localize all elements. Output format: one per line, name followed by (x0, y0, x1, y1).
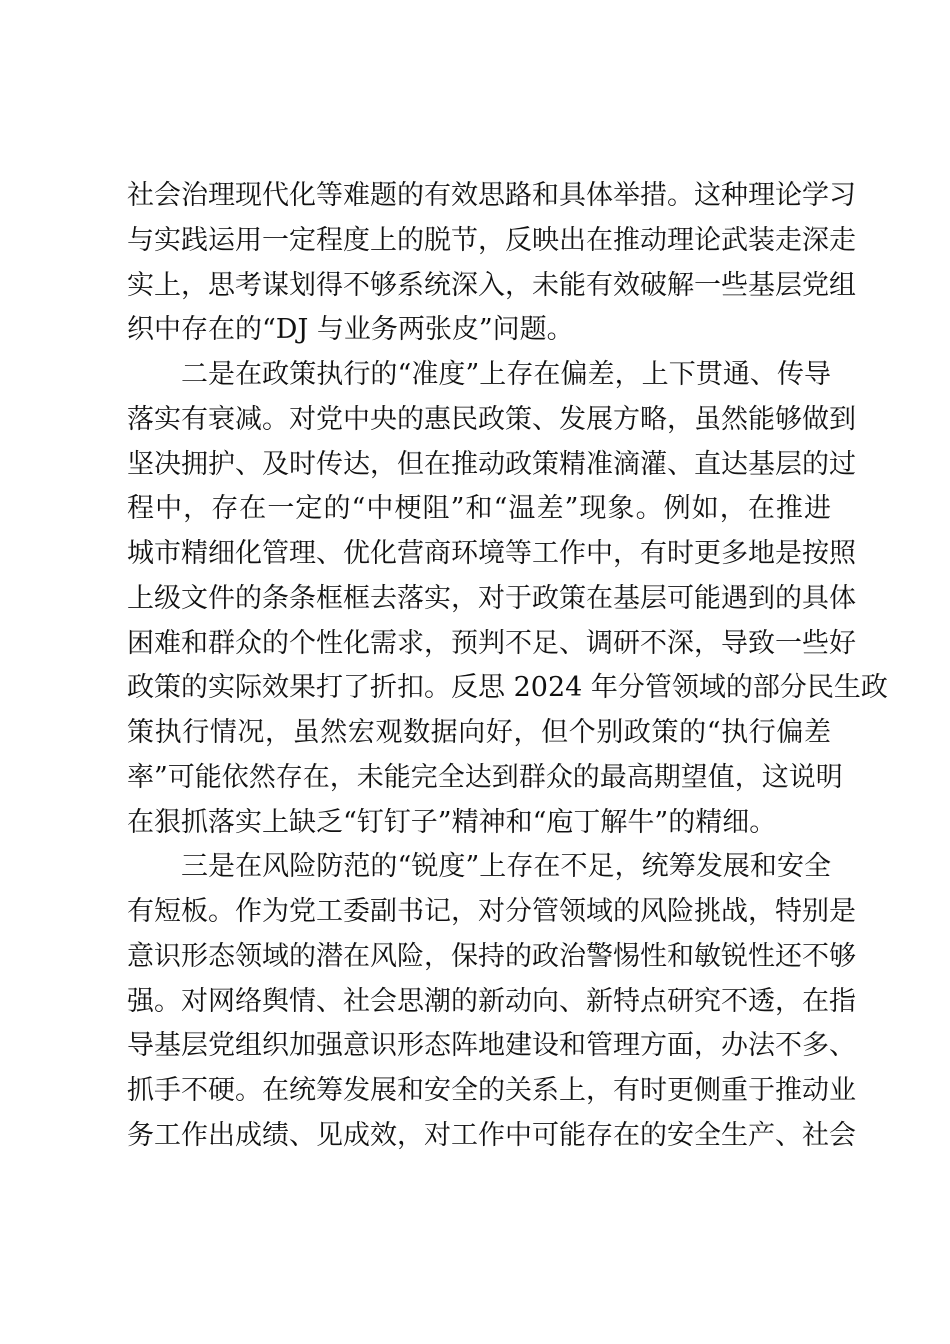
text-line: 坚决拥护、及时传达，但在推动政策精准滴灌、直达基层的过 (127, 448, 856, 480)
text-line: 务工作出成绩、见成效，对工作中可能存在的安全生产、社会 (127, 1119, 856, 1151)
text-line: 与实践运用一定程度上的脱节，反映出在推动理论武装走深走 (127, 224, 856, 256)
text-line: 社会治理现代化等难题的有效思路和具体举措。这种理论学习 (127, 180, 856, 211)
text-line: 三是在风险防范的“锐度”上存在不足，统筹发展和安全 (181, 851, 831, 883)
text-line: 抓手不硬。在统筹发展和安全的关系上，有时更侧重于推动业 (127, 1075, 856, 1106)
text-line: 城市精细化管理、优化营商环境等工作中，有时更多地是按照 (127, 538, 856, 569)
text-line: 有短板。作为党工委副书记，对分管领域的风险挑战，特别是 (127, 896, 856, 927)
text-line: 织中存在的“DJ 与业务两张皮”问题。 (127, 314, 574, 346)
text-line: 意识形态领域的潜在风险，保持的政治警惕性和敏锐性还不够 (127, 940, 856, 972)
document-page (127, 174, 888, 1159)
text-line: 程中，存在一定的“中梗阻”和“温差”现象。例如，在推进 (127, 493, 831, 525)
text-line: 落实有衰减。对党中央的惠民政策、发展方略，虽然能够做到 (127, 403, 856, 435)
text-line: 导基层党组织加强意识形态阵地建设和管理方面，办法不多、 (127, 1030, 856, 1062)
text-line: 率”可能依然存在，未能完全达到群众的最高期望值，这说明 (127, 761, 843, 793)
paragraph (127, 174, 856, 353)
text-line: 强。对网络舆情、社会思潮的新动向、新特点研究不透，在指 (127, 985, 856, 1017)
text-line: 二是在政策执行的“准度”上存在偏差，上下贯通、传导 (181, 359, 831, 390)
text-line: 策执行情况，虽然宏观数据向好，但个别政策的“执行偏差 (127, 717, 831, 748)
text-line: 困难和群众的个性化需求，预判不足、调研不深，导致一些好 (127, 627, 856, 659)
text-line: 上级文件的条条框框去落实，对于政策在基层可能遇到的具体 (127, 582, 856, 614)
paragraph (127, 353, 888, 845)
text-line: 实上，思考谋划得不够系统深入，未能有效破解一些基层党组 (127, 269, 856, 301)
text-line: 在狠抓落实上缺乏“钉钉子”精神和“庖丁解牛”的精细。 (127, 806, 777, 838)
paragraph (127, 845, 856, 1158)
text-line: 政策的实际效果打了折扣。反思 2024 年分管领域的部分民生政 (127, 672, 888, 704)
